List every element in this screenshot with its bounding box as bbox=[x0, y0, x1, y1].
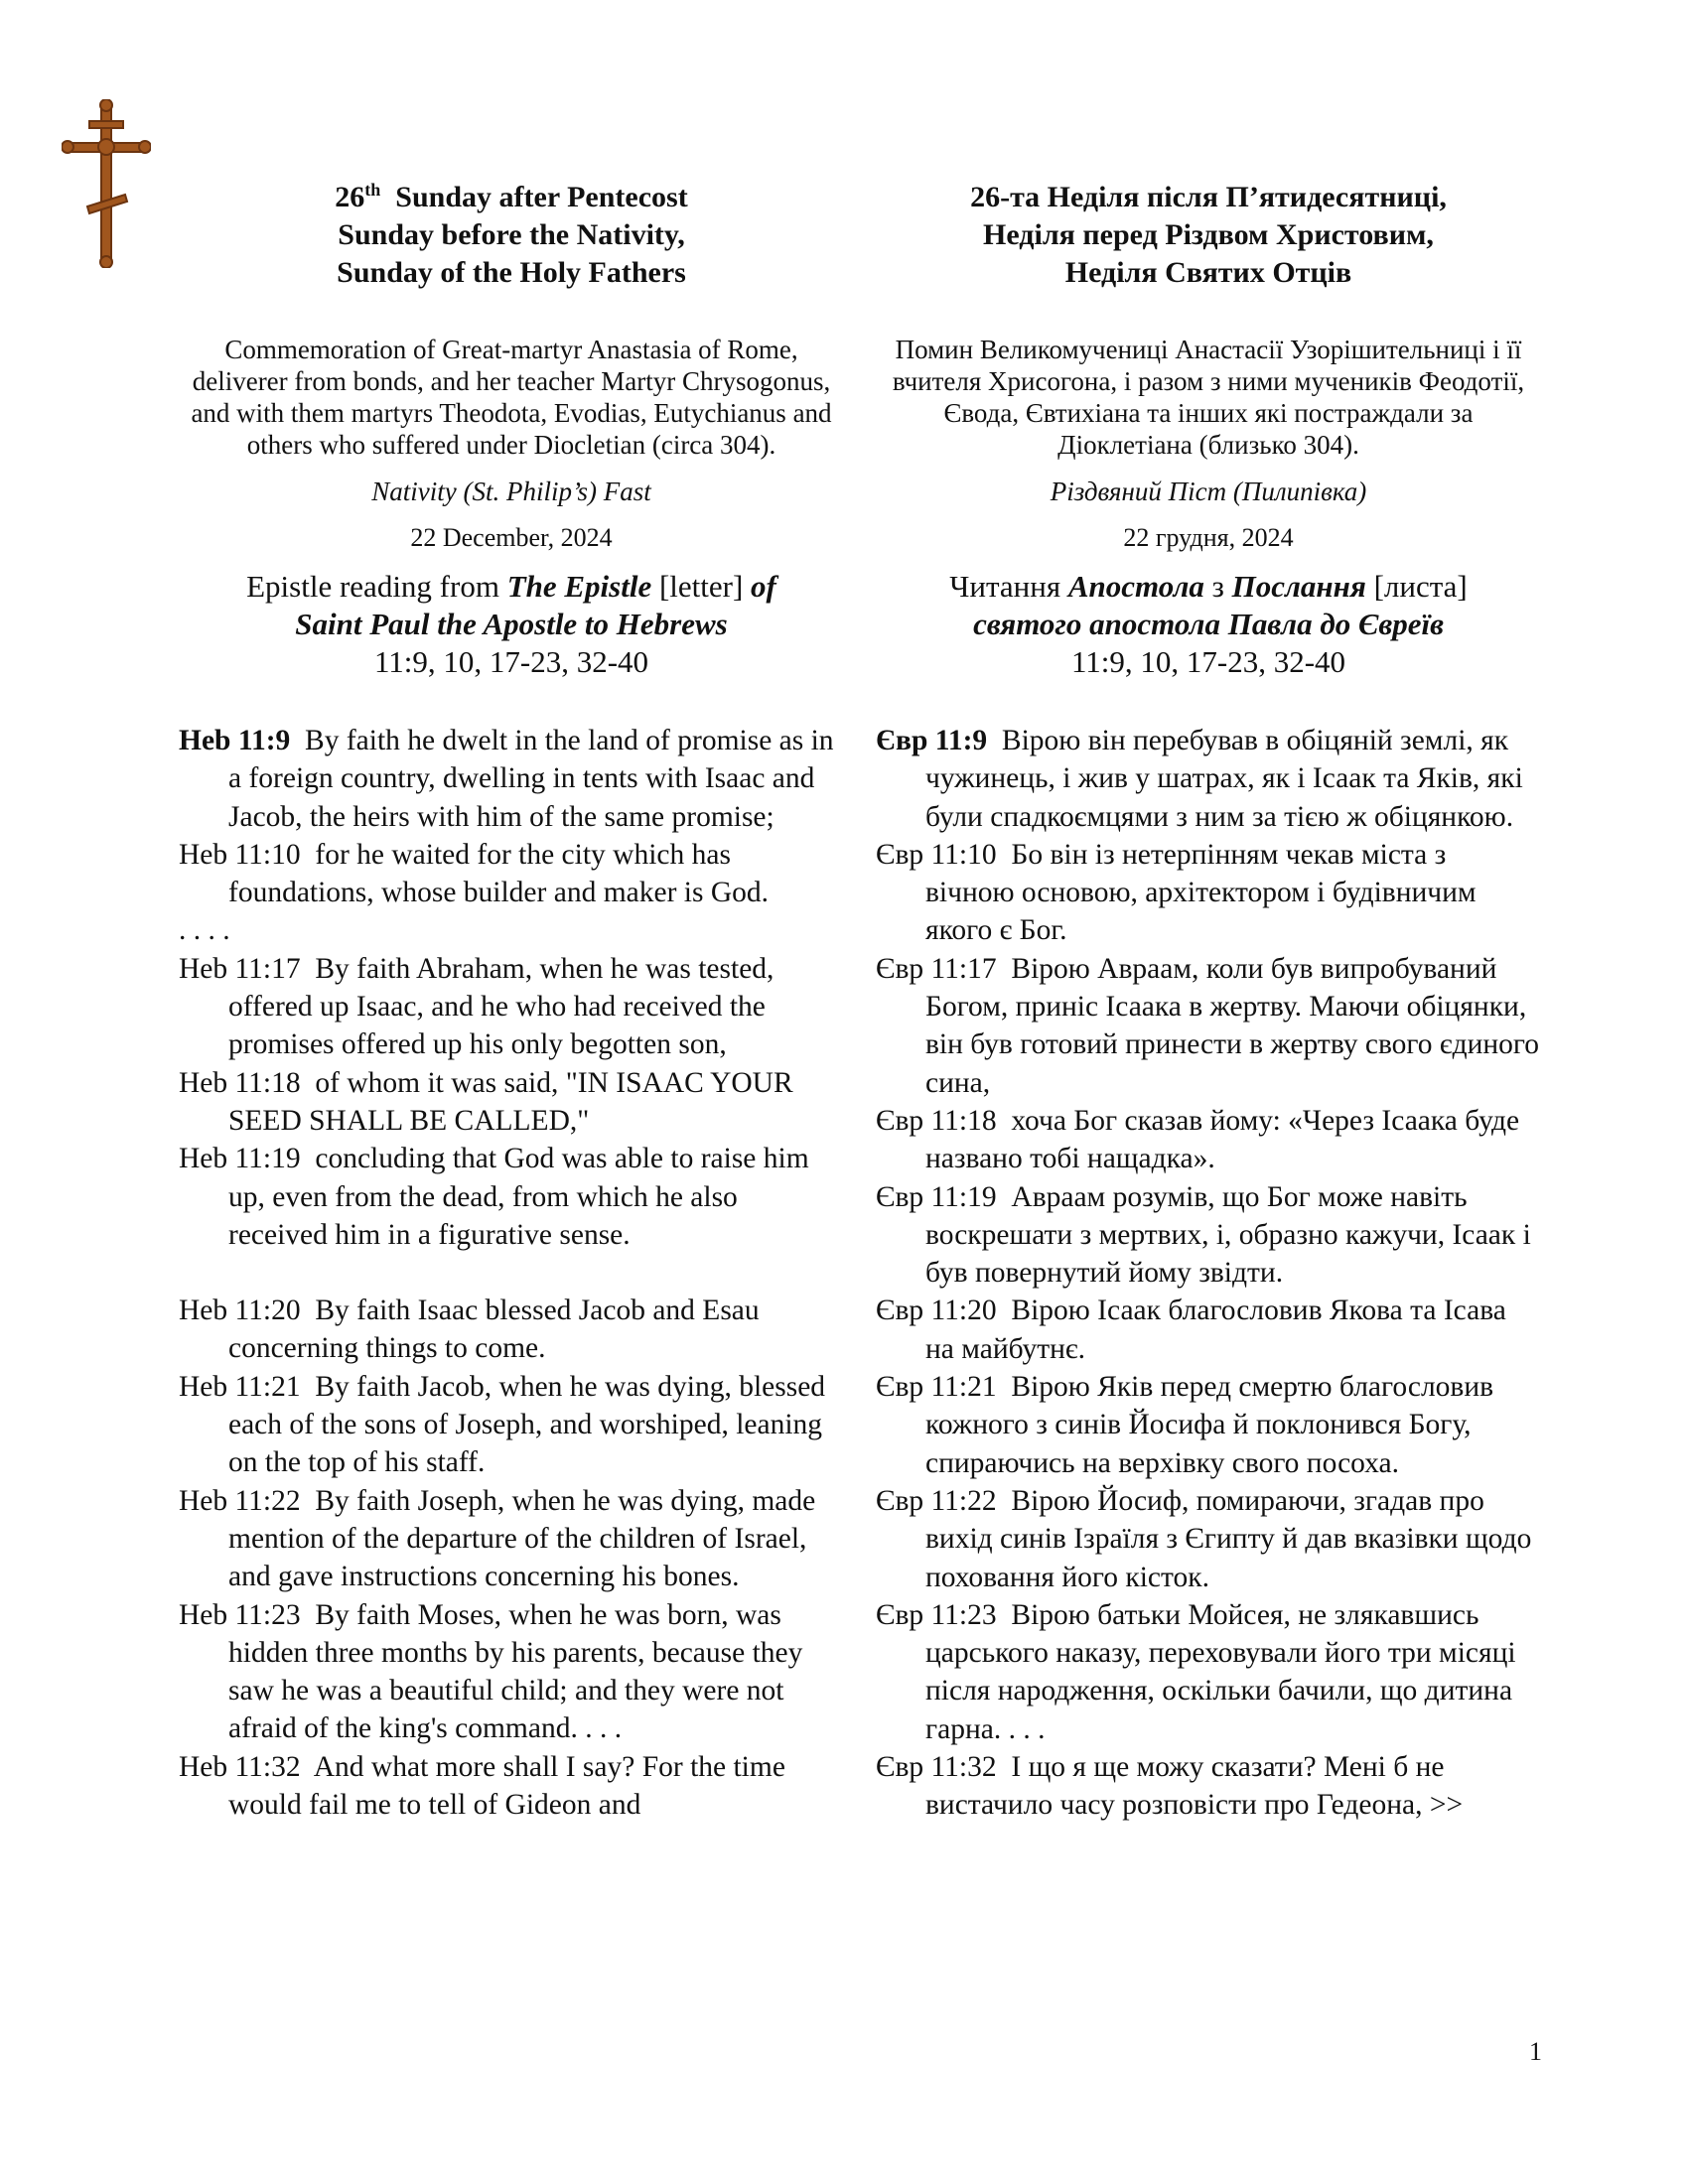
epistle-em2b: Saint Paul the Apostle to Hebrews bbox=[295, 607, 728, 641]
verse-ref: Heb 11:23 bbox=[179, 1598, 301, 1631]
verse-ref: Heb 11:18 bbox=[179, 1066, 301, 1099]
verse-ref: Heb 11:19 bbox=[179, 1143, 301, 1175]
verse bbox=[876, 722, 1541, 836]
epistle-pre: Epistle reading from bbox=[246, 569, 507, 604]
english-header bbox=[179, 179, 844, 681]
epistle-pre: Читання bbox=[949, 569, 1068, 604]
verse-text: хоча Бог сказав йому: «Через Ісаака буде названо тобі нащадка». bbox=[925, 1104, 1527, 1175]
verse bbox=[179, 1596, 844, 1748]
ukrainian-commemoration: Помин Великомучениці Анастасії Узорішительниці і її вчителя Хрисогона, і разом з ними мучеників Феодотії, Євода, Євтихіана та інших які постраждали за Діоклетіана (близько 304). bbox=[892, 335, 1525, 460]
title-line1-rest: Sunday after Pentecost bbox=[380, 181, 688, 213]
verse bbox=[179, 1482, 844, 1596]
verse-ref: Heb 11:17 bbox=[179, 952, 301, 985]
epistle-ref: 11:9, 10, 17-23, 32-40 bbox=[373, 644, 649, 679]
epistle-mid1: з bbox=[1203, 569, 1232, 604]
english-epistle-heading bbox=[179, 568, 844, 681]
verse-ref: Heb 11:20 bbox=[179, 1295, 301, 1327]
verse-ref: Heb 11:22 bbox=[179, 1484, 301, 1517]
verse-ref: Євр 11:23 bbox=[876, 1598, 997, 1631]
verse-text: Вірою він перебував в обіцяній землі, як чужинець, і жив у шатрах, як і Ісаак та Яків, які були спадкоємцями з ним за тією ж обіцянкою. bbox=[925, 725, 1531, 833]
verse bbox=[179, 1140, 844, 1254]
verse-text: By faith Isaac blessed Jacob and Esau concerning things to come. bbox=[228, 1295, 768, 1365]
epistle-em1: The Epistle bbox=[506, 569, 652, 604]
verse-ref: Євр 11:17 bbox=[876, 952, 997, 985]
verse-text: By faith Moses, when he was born, was hidden three months by his parents, because they saw he was a beautiful child; and they were not afraid of the king's command. . . . bbox=[228, 1598, 810, 1745]
verse-text: By faith Joseph, when he was dying, made mention of the departure of the children of Israel, and gave instructions concerning his bones. bbox=[228, 1484, 823, 1593]
verse-text: Вірою батьки Мойсея, не злякавшись царського наказу, переховували його три місяці після народження, оскільки бачили, що дитина гарна. . . . bbox=[925, 1598, 1523, 1745]
verse bbox=[179, 722, 844, 836]
verse bbox=[179, 836, 844, 912]
verse-ref: Євр 11:21 bbox=[876, 1371, 997, 1404]
ukrainian-header bbox=[876, 179, 1541, 681]
verse-text: Вірою Йосиф, помираючи, згадав про вихід синів Ізраїля з Єгипту й дав вказівки щодо поховання його кісток. bbox=[925, 1484, 1539, 1593]
english-column bbox=[179, 179, 844, 1824]
verse bbox=[179, 1748, 844, 1825]
epistle-ref: 11:9, 10, 17-23, 32-40 bbox=[1070, 644, 1346, 679]
epistle-em2a: of bbox=[751, 569, 776, 604]
verse-ref: Євр 11:9 bbox=[876, 725, 988, 756]
ellipsis: . . . . bbox=[179, 914, 230, 947]
verse bbox=[876, 1368, 1541, 1482]
verse-text: By faith he dwelt in the land of promise as in a foreign country, dwelling in tents with Isaac and Jacob, the heirs with him of the same promise; bbox=[228, 725, 841, 833]
verse-ref: Євр 11:32 bbox=[876, 1751, 997, 1784]
epistle-mid2: [листа] bbox=[1365, 569, 1468, 604]
verse-ref: Євр 11:22 bbox=[876, 1484, 997, 1517]
verse bbox=[179, 1292, 844, 1368]
verse bbox=[876, 1292, 1541, 1368]
verse-text: By faith Jacob, when he was dying, blessed each of the sons of Joseph, and worshiped, leaning on the top of his staff. bbox=[228, 1370, 833, 1479]
verse-text: And what more shall I say? For the time would fail me to tell of Gideon and bbox=[228, 1750, 793, 1822]
verse bbox=[876, 950, 1547, 1102]
verse-ref: Heb 11:10 bbox=[179, 838, 301, 871]
page-number: 1 bbox=[1529, 2037, 1542, 2066]
verse bbox=[179, 1368, 844, 1482]
verse bbox=[876, 1178, 1541, 1293]
verse-ref: Heb 11:32 bbox=[179, 1750, 301, 1783]
title-line2: Sunday before the Nativity, bbox=[338, 218, 685, 251]
verse-ref: Євр 11:10 bbox=[876, 838, 997, 871]
verse bbox=[876, 1102, 1541, 1178]
english-fast: Nativity (St. Philip’s) Fast bbox=[371, 477, 651, 506]
verse-ref: Heb 11:21 bbox=[179, 1370, 301, 1403]
verse bbox=[179, 1064, 844, 1141]
ukrainian-verses bbox=[876, 722, 1547, 1825]
verse-text: for he waited for the city which has foundations, whose builder and maker is God. bbox=[228, 838, 770, 909]
english-title bbox=[179, 179, 844, 292]
spacer bbox=[179, 1254, 844, 1292]
verse-text: Вірою Авраам, коли був випробуваний Богом, приніс Ісаака в жертву. Маючи обіцянки, він був готовий принести в жертву свого єдиного сина, bbox=[925, 952, 1547, 1099]
title-suffix: th bbox=[364, 180, 381, 200]
verse bbox=[179, 950, 844, 1064]
verse-text: concluding that God was able to raise him up, even from the dead, from which he also received him in a figurative sense. bbox=[228, 1143, 817, 1251]
verse bbox=[876, 1748, 1541, 1825]
ukrainian-date: 22 грудня, 2024 bbox=[1123, 523, 1294, 552]
orthodox-cross-icon bbox=[62, 99, 151, 268]
ukrainian-fast: Різдвяний Піст (Пилипівка) bbox=[1050, 477, 1367, 506]
verse-ref: Heb 11:9 bbox=[179, 725, 291, 756]
verse-text: Авраам розумів, що Бог може навіть воскрешати з мертвих, і, образно кажучи, Ісаак і був повернутий йому звідти. bbox=[925, 1180, 1539, 1290]
title-line2: Неділя перед Різдвом Христовим, bbox=[983, 218, 1434, 251]
english-date: 22 December, 2024 bbox=[410, 523, 613, 552]
title-line3: Неділя Святих Отців bbox=[1064, 256, 1352, 289]
epistle-em1: Апостола bbox=[1067, 569, 1204, 604]
verse-text: By faith Abraham, when he was tested, offered up Isaac, and he who had received the promises offered up his only begotten son, bbox=[228, 952, 781, 1061]
verse bbox=[876, 1482, 1541, 1596]
verse-ref: Євр 11:19 bbox=[876, 1180, 997, 1213]
english-verses bbox=[179, 722, 844, 1824]
verse-text: Вірою Ісаак благословив Якова та Ісава на майбутнє. bbox=[925, 1295, 1514, 1365]
epistle-em2: Послання bbox=[1231, 569, 1366, 604]
verse-ref: Євр 11:20 bbox=[876, 1295, 997, 1327]
verse bbox=[876, 836, 1541, 950]
epistle-em3: святого апостола Павла до Євреїв bbox=[973, 607, 1444, 641]
ukrainian-epistle-heading bbox=[876, 568, 1541, 681]
title-number: 26 bbox=[335, 181, 365, 213]
verse-text: І що я ще можу сказати? Мені б не вистачило часу розповісти про Гедеона, >> bbox=[925, 1751, 1464, 1822]
title-line3: Sunday of the Holy Fathers bbox=[337, 256, 686, 289]
ukrainian-title bbox=[876, 179, 1541, 292]
verse-text: Бо він із нетерпінням чекав міста з вічною основою, архітектором і будівничим якого є Бог. bbox=[925, 838, 1483, 947]
english-commemoration: Commemoration of Great-martyr Anastasia of Rome, deliverer from bonds, and her teacher Martyr Chrysogonus, and with them martyrs Theodota, Evodias, Eutychianus and others who suffered under Diocletian (circa 304). bbox=[191, 335, 832, 460]
title-line1: 26-та Неділя після П’ятидесятниці, bbox=[970, 181, 1447, 213]
verse-ref: Євр 11:18 bbox=[876, 1104, 997, 1137]
verse bbox=[876, 1596, 1541, 1748]
verse-text: Вірою Яків перед смертю благословив кожного з синів Йосифа й поклонився Богу, спираючись на верхівку свого посоха. bbox=[925, 1371, 1501, 1479]
ukrainian-column bbox=[876, 179, 1547, 1825]
verse-text: of whom it was said, "IN ISAAC YOUR SEED SHALL BE CALLED," bbox=[228, 1066, 801, 1137]
epistle-mid: [letter] bbox=[651, 569, 752, 604]
